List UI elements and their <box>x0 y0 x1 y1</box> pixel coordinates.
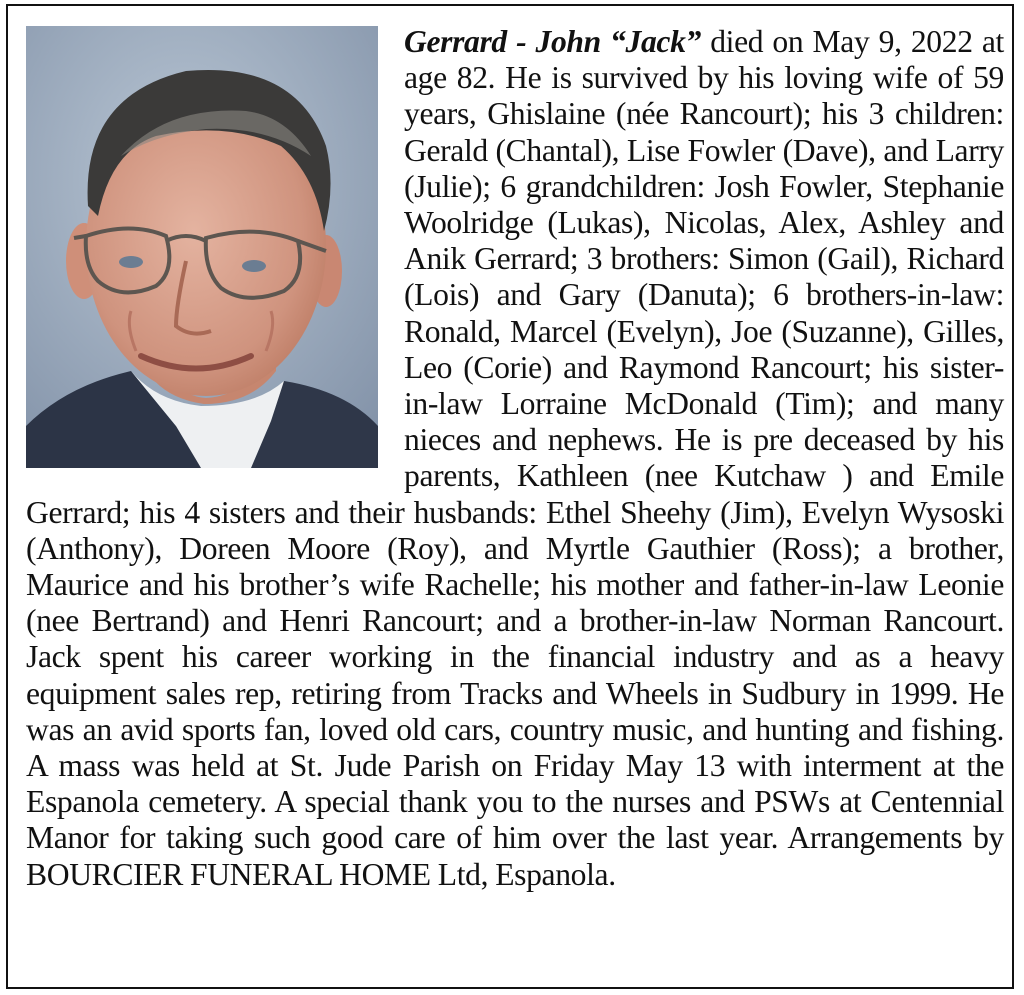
obituary-body: died on May 9, 2022 at age 82. He is survived by his loving wife of 59 years, Ghislaine (née Rancourt); his 3 children: Gerald (Chantal), Lise Fowler (Dave), and Larry (Julie); 6 grandchildren: Josh Fowler, Stephanie Woolridge (Lukas), Nicolas, Alex, Ashley and Anik Gerrard; 3 brothers: Simon (Gail), Richard (Lois) and Gary (Danuta); 6 brothers-in-law: Ronald, Marcel (Evelyn), Joe (Suzanne), Gilles, Leo (Corie) and Raymond Rancourt; his sister-in-law Lorraine McDonald (Tim); and many nieces and nephews. He is pre deceased by his parents, Kathleen (nee Kutchaw ) and Emile Gerrard; his 4 sisters and their husbands: Ethel Sheehy (Jim), Evelyn Wysoski (Anthony), Doreen Moore (Roy), and Myrtle Gauthier (Ross); a brother, Maurice and his brother’s wife Rachelle; his mother and father-in-law Leonie (nee Bertrand) and Henri Rancourt; and a brother-in-law Norman Rancourt. Jack spent his career working in the financial industry and as a heavy equipment sales rep, retiring from Tracks and Wheels in Sudbury in 1999. He was an avid sports fan, loved old cars, country music, and hunting and fishing. A mass was held at St. Jude Parish on Friday May 13 with interment at the Espanola cemetery. A special thank you to the nurses and PSWs at Centennial Manor for taking such good care of him over the last year. Arrangements by BOURCIER FUNERAL HOME Ltd, Espanola. <box>26 24 1004 892</box>
deceased-name-heading: Gerrard - John “Jack” <box>404 24 701 59</box>
obituary-frame <box>6 4 1014 989</box>
photo-float-spacer <box>26 24 398 492</box>
obituary-text <box>26 24 1004 893</box>
